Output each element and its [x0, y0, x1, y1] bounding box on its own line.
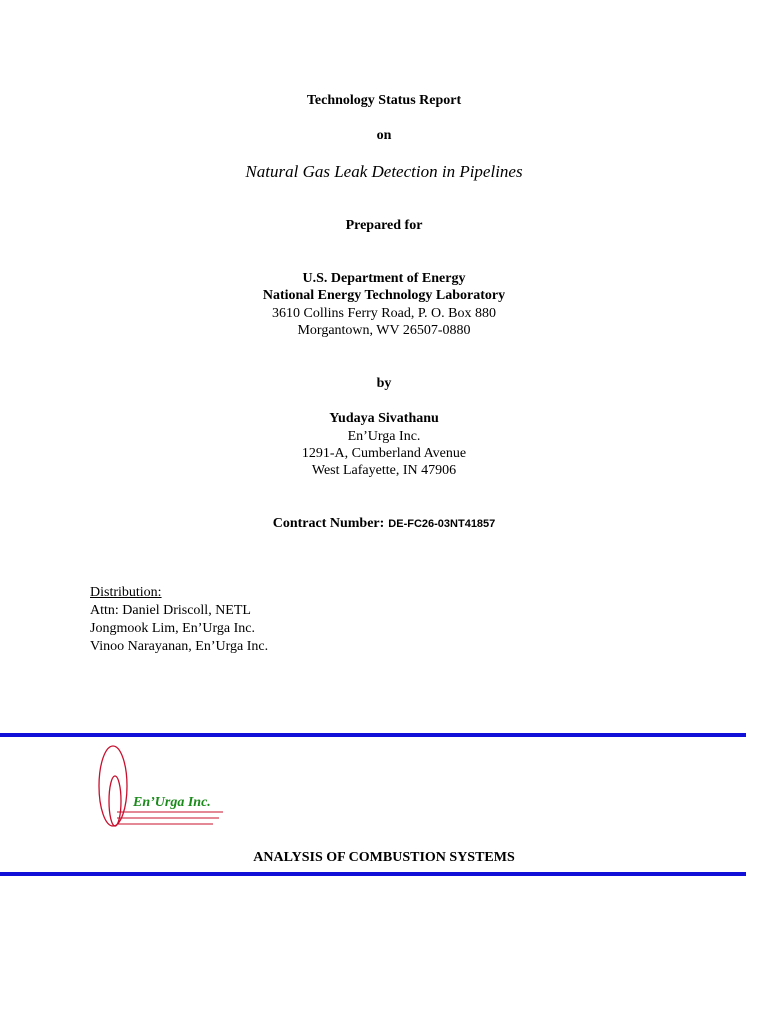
logo-text: En’Urga Inc. [133, 795, 211, 810]
bottom-blue-rule [0, 872, 746, 876]
logo-outer-ring-icon [99, 746, 127, 826]
footer-tagline: ANALYSIS OF COMBUSTION SYSTEMS [253, 850, 515, 865]
distribution-line: Attn: Daniel Driscoll, NETL [90, 603, 251, 618]
top-blue-rule [0, 733, 746, 737]
enurga-logo [95, 744, 235, 832]
author-address1: 1291-A, Cumberland Avenue [301, 446, 467, 461]
distribution-block [90, 584, 268, 656]
recipient-org1: U.S. Department of Energy [302, 271, 466, 286]
report-title: Natural Gas Leak Detection in Pipelines [245, 162, 523, 181]
author-address2: West Lafayette, IN 47906 [311, 463, 457, 478]
prepared-for: Prepared for [345, 218, 423, 233]
distribution-line: Vinoo Narayanan, En’Urga Inc. [90, 639, 269, 654]
contract-line [0, 514, 768, 532]
recipient-address2: Morgantown, WV 26507-0880 [297, 323, 471, 338]
contract-number: DE-FC26-03NT41857 [388, 518, 496, 530]
by-label: by [376, 376, 392, 391]
distribution-label: Distribution: [90, 585, 162, 600]
recipient-address1: 3610 Collins Ferry Road, P. O. Box 880 [271, 306, 496, 321]
report-heading: Technology Status Report [306, 93, 462, 108]
distribution-line: Jongmook Lim, En’Urga Inc. [90, 621, 255, 636]
author-company: En’Urga Inc. [347, 429, 421, 444]
recipient-org2: National Energy Technology Laboratory [262, 288, 506, 303]
author-name: Yudaya Sivathanu [329, 411, 439, 426]
contract-label: Contract Number: [272, 516, 385, 531]
report-on: on [376, 128, 392, 143]
